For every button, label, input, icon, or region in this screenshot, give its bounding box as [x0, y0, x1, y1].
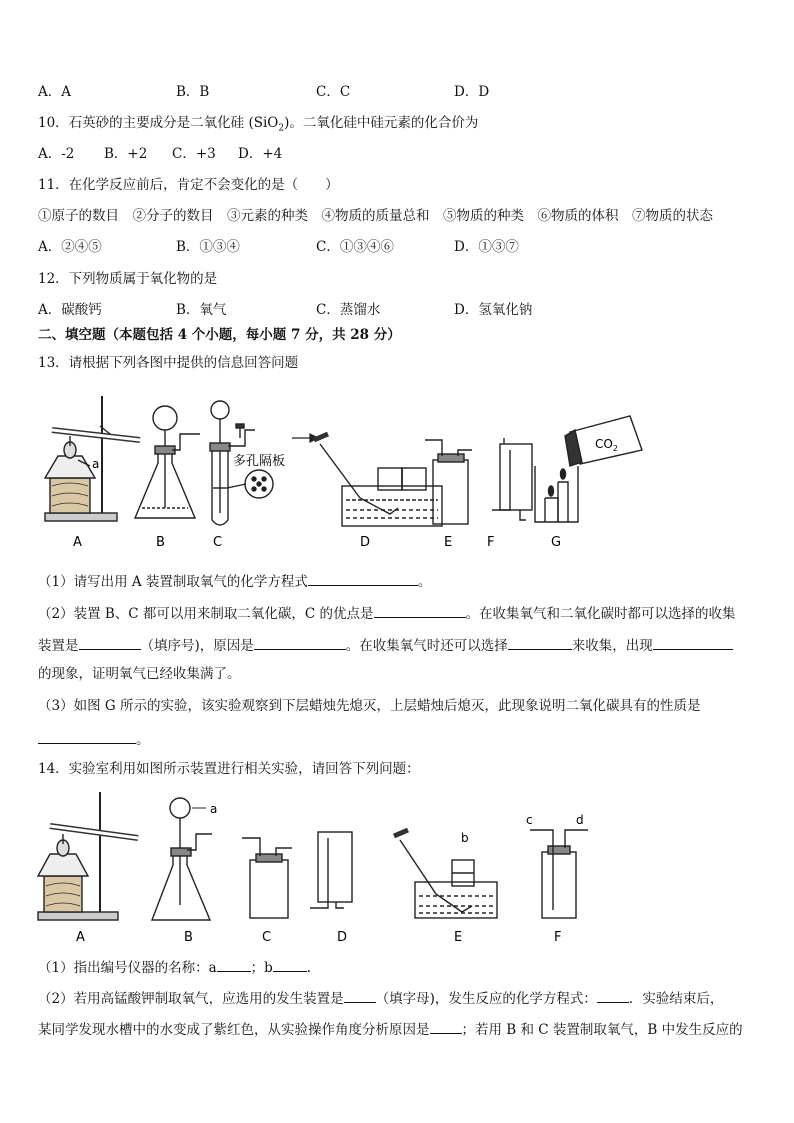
q10-stem-text: 10．石英砂的主要成分是二氧化硅 (SiO — [38, 115, 279, 131]
q10-stem — [38, 114, 478, 138]
q14-part-1-end: . — [306, 960, 312, 976]
q10-option-b: B．+2 — [104, 146, 148, 162]
q13-part-2-blank-1[interactable] — [374, 603, 466, 618]
q14-part-2-line-1 — [38, 988, 723, 1008]
q13-label-e: E — [444, 535, 453, 550]
q14-apparatus-e — [394, 830, 497, 918]
q12-option-d: D．氢氧化钠 — [454, 302, 533, 318]
q13-label-f: F — [487, 535, 495, 550]
q14-tag-c: c — [526, 813, 533, 827]
q13-part-2-blank-3[interactable] — [254, 635, 346, 650]
q10-stem-text-2: )。二氧化硅中硅元素的化合价为 — [284, 115, 479, 131]
q14-label-e: E — [454, 930, 463, 945]
q13-part-2-text-d: （填序号)，原因是 — [140, 638, 254, 654]
q14-part-2-text-b: （填字母)，发生反应的化学方程式： — [375, 991, 597, 1007]
q13-part-2-blank-2[interactable] — [79, 635, 141, 650]
q13-tag-a: a — [92, 457, 100, 471]
q11-option-b: B．①③④ — [176, 239, 240, 255]
q14-apparatus-c — [242, 838, 292, 918]
q9-option-a: A．A — [38, 84, 71, 100]
q11-option-d: D．①③⑦ — [454, 239, 519, 255]
q13-part-2-line-2 — [38, 635, 733, 655]
q14-apparatus-figure — [30, 790, 630, 950]
q10-options — [38, 145, 282, 163]
q12-stem: 12．下列物质属于氧化物的是 — [38, 271, 218, 287]
q14-apparatus-a — [38, 792, 138, 920]
q9-option-c: C．C — [316, 84, 351, 100]
q13-part-3-blank[interactable] — [38, 729, 136, 744]
q14-apparatus-b — [152, 798, 212, 920]
q13-apparatus-g — [535, 416, 642, 522]
q14-part-2-blank-1[interactable] — [344, 988, 376, 1003]
q14-part-2-blank-3[interactable] — [430, 1019, 462, 1034]
q13-part-2-text-f: 来收集，出现 — [571, 638, 653, 654]
q14-part-2-text-d: 某同学发现水槽中的水变成了紫红色，从实验操作角度分析原因是 — [38, 1022, 430, 1038]
q11-items: ①原子的数目 ②分子的数目 ③元素的种类 ④物质的质量总和 ⑤物质的种类 ⑥物质的体积 ⑦物质的状态 — [38, 208, 713, 224]
q13-label-a: A — [73, 535, 82, 550]
q12-option-c: C．蒸馏水 — [316, 302, 381, 318]
q13-co2-label: $CO_2$ — [595, 437, 618, 453]
q14-part-1 — [38, 957, 311, 977]
q10-option-a: A．-2 — [38, 146, 75, 162]
q14-label-a: A — [76, 930, 85, 945]
q13-part-2-text-c: 装置是 — [38, 638, 79, 654]
q14-apparatus-f — [530, 830, 588, 918]
q10-option-c: C．+3 — [172, 146, 216, 162]
q13-part-1-blank[interactable] — [308, 571, 418, 586]
q13-apparatus-d — [314, 434, 442, 526]
q13-part-2-blank-4[interactable] — [508, 635, 572, 650]
q14-label-f: F — [554, 930, 562, 945]
q13-label-c: C — [213, 535, 223, 550]
q14-part-2-blank-2[interactable] — [597, 988, 629, 1003]
q11-option-a: A．②④⑤ — [38, 239, 102, 255]
q12-options — [38, 301, 532, 319]
q14-stem: 14．实验室利用如图所示装置进行相关实验，请回答下列问题： — [38, 761, 420, 777]
q14-label-d: D — [337, 930, 348, 945]
q10-stem-subscript: 2 — [278, 123, 285, 134]
q13-part-2-text-a: （2）装置 B、C 都可以用来制取二氧化碳，C 的优点是 — [38, 606, 374, 622]
q14-apparatus-d — [310, 832, 352, 908]
q9-option-b: B．B — [176, 84, 210, 100]
q11-options — [38, 238, 519, 256]
q13-apparatus-b — [135, 406, 200, 518]
q14-part-2-text-a: （2）若用高锰酸钾制取氧气，应选用的发生装置是 — [38, 991, 344, 1007]
q14-part-1-text-a: （1）指出编号仪器的名称：a — [38, 960, 217, 976]
q13-stem: 13．请根据下列各图中提供的信息回答问题 — [38, 355, 299, 371]
q13-part-2-line-3: 的现象，证明氧气已经收集满了。 — [38, 666, 241, 682]
q13-apparatus-f — [492, 438, 532, 520]
q13-part-1-text: （1）请写出用 A 装置制取氧气的化学方程式 — [38, 574, 308, 590]
q12-option-b: B．氧气 — [176, 302, 227, 318]
q9-options — [38, 83, 489, 101]
q13-apparatus-figure — [30, 388, 650, 558]
section-2-heading: 二、填空题（本题包括 4 个小题，每小题 7 分，共 28 分） — [38, 327, 401, 343]
q13-label-d: D — [360, 535, 371, 550]
q14-tag-a: a — [210, 802, 218, 816]
q13-porous-plate-label: 多孔隔板 — [233, 454, 286, 469]
q14-part-1-text-b: ；b — [250, 960, 273, 976]
q14-part-2-line-2 — [38, 1019, 743, 1039]
q9-option-d: D．D — [454, 84, 490, 100]
q14-part-2-text-c: ．实验结束后， — [628, 991, 724, 1007]
q14-part-2-text-e: ；若用 B 和 C 装置制取氧气，B 中发生反应的 — [461, 1022, 743, 1038]
q11-stem: 11．在化学反应前后，肯定不会变化的是（ ） — [38, 177, 339, 193]
q13-label-b: B — [156, 535, 165, 550]
q13-part-1 — [38, 571, 431, 591]
q13-part-2-text-e: 。在收集氧气时还可以选择 — [345, 638, 508, 654]
q10-option-d: D．+4 — [238, 146, 283, 162]
q14-part-1-blank-a[interactable] — [217, 957, 251, 972]
q14-label-b: B — [184, 930, 193, 945]
q13-part-3-line-2 — [38, 729, 150, 749]
q13-part-2-line-1 — [38, 603, 736, 623]
q13-apparatus-e — [425, 440, 472, 524]
q14-part-1-blank-b[interactable] — [273, 957, 307, 972]
q13-label-g: G — [551, 535, 562, 550]
q12-option-a: A．碳酸钙 — [38, 302, 102, 318]
q13-part-2-text-b: 。在收集氧气和二氧化碳时都可以选择的收集 — [465, 606, 736, 622]
q13-part-1-end: 。 — [417, 574, 432, 590]
q13-part-3-end: 。 — [136, 732, 150, 748]
q14-tag-d: d — [576, 813, 584, 827]
q11-option-c: C．①③④⑥ — [316, 239, 394, 255]
q13-part-3-line-1: （3）如图 G 所示的实验，该实验观察到下层蜡烛先熄灭，上层蜡烛后熄灭，此现象说明二氧化碳具有的性质是 — [38, 698, 701, 714]
q13-part-2-blank-5[interactable] — [653, 635, 733, 650]
q14-tag-b: b — [461, 831, 469, 845]
q14-label-c: C — [262, 930, 272, 945]
